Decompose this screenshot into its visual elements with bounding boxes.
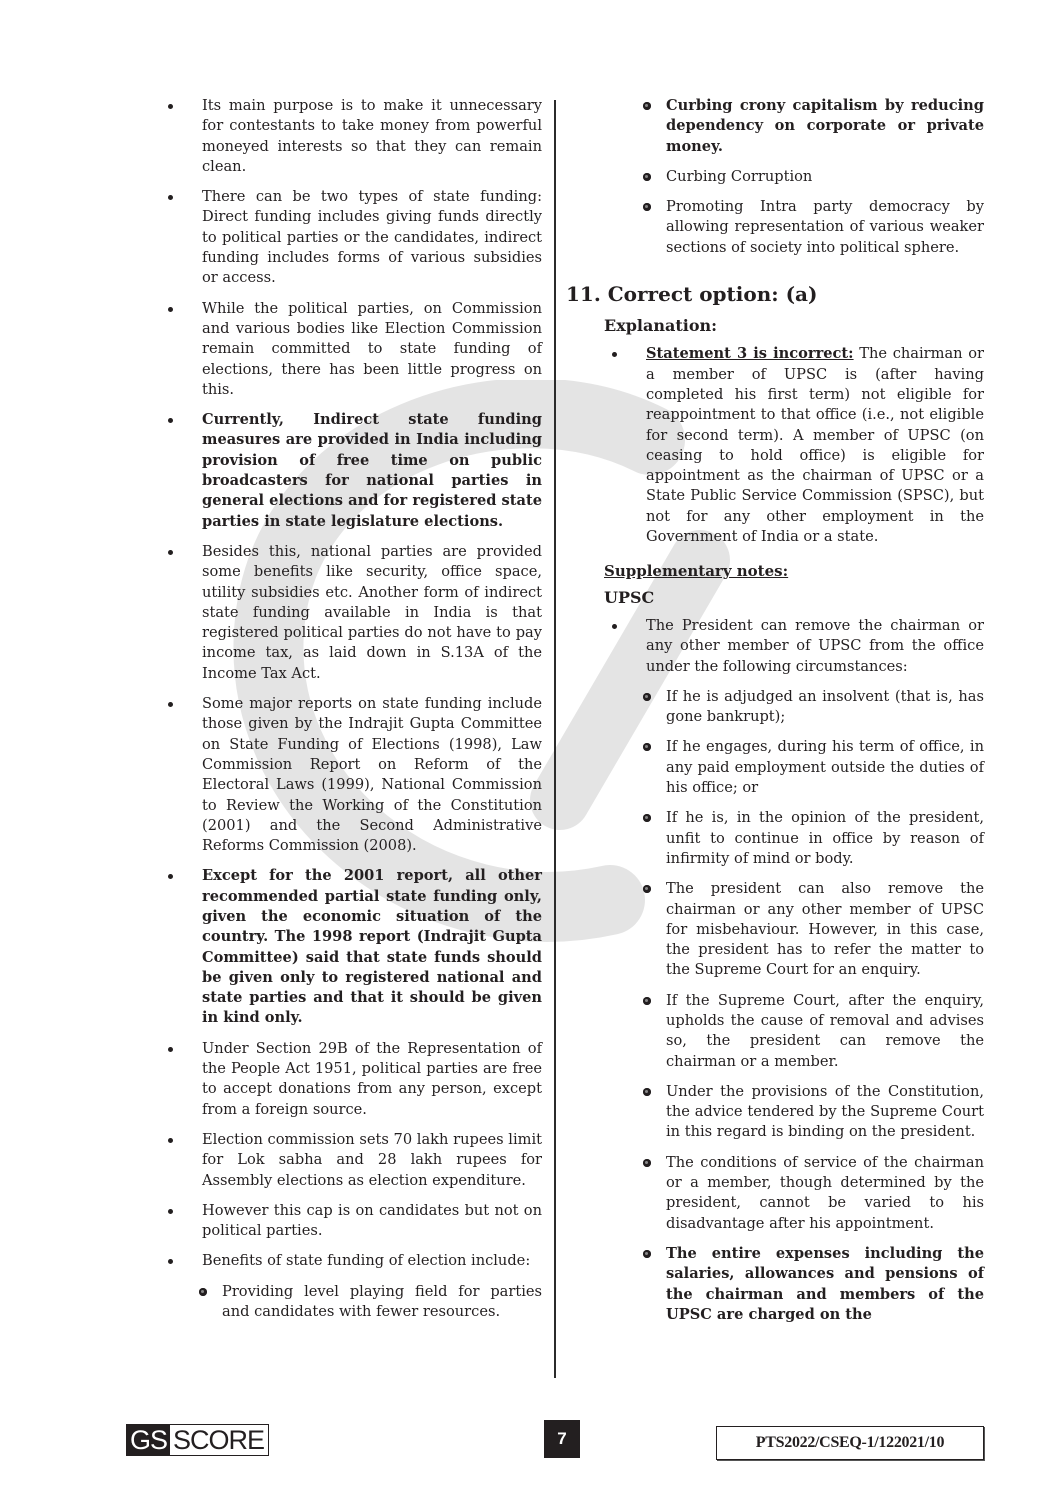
- list-item: [160, 1201, 542, 1242]
- bullet-icon: [199, 1288, 207, 1296]
- list-item-text: The conditions of service of the chairman or a member, though determined by the president, cannot be varied to his disadvantage after his appointment.: [666, 1153, 984, 1232]
- list-item-text: If he is adjudged an insolvent (that is, has gone bankrupt);: [666, 687, 984, 726]
- list-item: [640, 1153, 984, 1234]
- list-item-text: Except for the 2001 report, all other recommended partial state funding only, given the economic situation of the country. The 1998 report (Indrajit Gupta Committee) said that state funds should be given only to registered national and state parties and that it should be given in kind only.: [202, 867, 542, 1027]
- benefits-sub-list: [196, 1282, 542, 1323]
- list-item: [160, 1251, 542, 1322]
- benefits-sub-list-continued: [640, 96, 984, 258]
- list-item-text: Under the provisions of the Constitution, the advice tendered by the Supreme Court in this regard is binding on the president.: [666, 1082, 984, 1141]
- bullet-icon: [643, 743, 651, 751]
- bullet-icon: [643, 1250, 651, 1258]
- right-column: [566, 96, 984, 1335]
- bullet-icon: [168, 702, 173, 707]
- bullet-icon: [168, 418, 173, 423]
- upsc-heading: UPSC: [604, 587, 655, 607]
- bullet-icon: [168, 307, 173, 312]
- bullet-icon: [168, 1047, 173, 1052]
- list-item-text: If he engages, during his term of office, in any paid employment outside the duties of his office; or: [666, 738, 984, 797]
- statement-text: The chairman or a member of UPSC is (after having completed his first term) not eligible for reappointment to that office (i.e., not eligible for second term). A member of UPSC (on ceasing to hold office) is eligible for appointment as the chairman of UPSC or a State Public Service Commission (SPSC), but not for any other employment in the Government of India or a state.: [646, 345, 984, 546]
- list-item-text: Promoting Intra party democracy by allowing representation of various weaker sections of society into political sphere.: [666, 198, 984, 256]
- list-item: [640, 808, 984, 869]
- list-item: [160, 299, 542, 400]
- bullet-icon: [643, 997, 651, 1005]
- list-item: [640, 687, 984, 728]
- statement-label: Statement 3 is incorrect:: [646, 345, 854, 363]
- explanation-label: Explanation:: [604, 316, 718, 336]
- supplementary-notes-label: Supplementary notes:: [604, 562, 789, 581]
- bullet-icon: [168, 550, 173, 555]
- bullet-icon: [643, 693, 651, 701]
- upsc-bullet-text: The President can remove the chairman or any other member of UPSC from the office under the following circumstances:: [646, 616, 984, 675]
- list-item-text: If the Supreme Court, after the enquiry, upholds the cause of removal and advises so, the president can remove the chairman or a member.: [666, 991, 984, 1070]
- list-item-text: Election commission sets 70 lakh rupees limit for Lok sabha and 28 lakh rupees for Assembly elections as election expenditure.: [202, 1130, 542, 1189]
- list-item: [640, 167, 984, 187]
- list-item: [196, 1282, 542, 1323]
- bullet-icon: [168, 1209, 173, 1214]
- explanation-list: [604, 344, 984, 547]
- list-item: [160, 866, 542, 1028]
- list-item-text: There can be two types of state funding: Direct funding includes giving funds directly to political parties or the candidates, indirect funding includes forms of various subsidies or access.: [202, 188, 542, 287]
- list-item: [160, 1039, 542, 1120]
- bullet-icon: [168, 1259, 173, 1264]
- list-item-text: Some major reports on state funding include those given by the Indrajit Gupta Committee on State Funding of Elections (1998), Law Commission Report on Reform of the Electoral Laws (1999), National Commission to Review the Working of the Constitution (2001) and the Second Administrative Reforms Commission (2008).: [202, 695, 542, 855]
- logo-score: SCORE: [170, 1425, 268, 1455]
- list-item-text: Providing level playing field for parties and candidates with fewer resources.: [222, 1282, 542, 1321]
- bullet-icon: [643, 814, 651, 822]
- list-item: [604, 616, 984, 1325]
- upsc-list: [604, 616, 984, 1325]
- list-item-text: If he is, in the opinion of the president, unfit to continue in office by reason of infirmity of mind or body.: [666, 809, 984, 867]
- bullet-icon: [612, 352, 617, 357]
- bullet-icon: [168, 874, 173, 879]
- list-item: [640, 991, 984, 1072]
- bullet-icon: [643, 1088, 651, 1096]
- list-item-text: The president can also remove the chairman or any other member of UPSC for misbehaviour. However, in this case, the president has to refer the matter to the Supreme Court for an enquiry.: [666, 880, 984, 979]
- list-item: [160, 694, 542, 856]
- list-item-text: Curbing crony capitalism by reducing dependency on corporate or private money.: [666, 97, 984, 155]
- bullet-icon: [643, 885, 651, 893]
- left-column: [160, 96, 542, 1332]
- list-item-text: While the political parties, on Commission and various bodies like Election Commission remain committed to state funding of elections, there has been little progress on this.: [202, 299, 542, 398]
- left-bullet-list: [160, 96, 542, 1322]
- list-item: [640, 1082, 984, 1143]
- list-item-text: Benefits of state funding of election include:: [202, 1252, 531, 1270]
- bullet-icon: [168, 195, 173, 200]
- list-item: [640, 1244, 984, 1325]
- list-item-text: Currently, Indirect state funding measures are provided in India including provision of free time on public broadcasters for national parties in general elections and for registered state parties in state legislature elections.: [202, 411, 542, 530]
- list-item-text: However this cap is on candidates but not on political parties.: [202, 1201, 542, 1240]
- list-item: [160, 96, 542, 177]
- list-item-text: Curbing Corruption: [666, 167, 813, 185]
- column-divider: [554, 100, 556, 1378]
- list-item-text: Its main purpose is to make it unnecessary for contestants to take money from powerful moneyed interests so that they can remain clean.: [202, 97, 542, 175]
- upsc-sub-list: [640, 687, 984, 1325]
- list-item: [160, 1130, 542, 1191]
- document-code: PTS2022/CSEQ-1/122021/10: [716, 1426, 984, 1460]
- list-item: [604, 344, 984, 547]
- bullet-icon: [643, 1159, 651, 1167]
- list-item: [640, 197, 984, 258]
- list-item: [640, 96, 984, 157]
- list-item: [640, 737, 984, 798]
- list-item: [160, 542, 542, 684]
- bullet-icon: [612, 624, 617, 629]
- bullet-icon: [643, 102, 651, 110]
- gs-score-logo: [126, 1424, 269, 1456]
- bullet-icon: [643, 173, 651, 181]
- question-heading: 11. Correct option: (a): [566, 282, 818, 307]
- bullet-icon: [168, 1138, 173, 1143]
- logo-gs: GS: [127, 1425, 170, 1455]
- bullet-icon: [168, 104, 173, 109]
- bullet-icon: [643, 203, 651, 211]
- page-number: 7: [544, 1420, 580, 1458]
- list-item: [640, 879, 984, 980]
- list-item: [160, 187, 542, 288]
- list-item: [160, 410, 542, 532]
- list-item-text: The entire expenses including the salaries, allowances and pensions of the chairman and members of the UPSC are charged on the: [666, 1244, 984, 1323]
- list-item-text: Under Section 29B of the Representation of the People Act 1951, political parties are free to accept donations from any person, except from a foreign source.: [202, 1039, 542, 1118]
- list-item-text: Besides this, national parties are provided some benefits like security, office space, utility subsidies etc. Another form of indirect state funding available in India is that registered political parties do not have to pay income tax, as laid down in S.13A of the Income Tax Act.: [202, 542, 542, 682]
